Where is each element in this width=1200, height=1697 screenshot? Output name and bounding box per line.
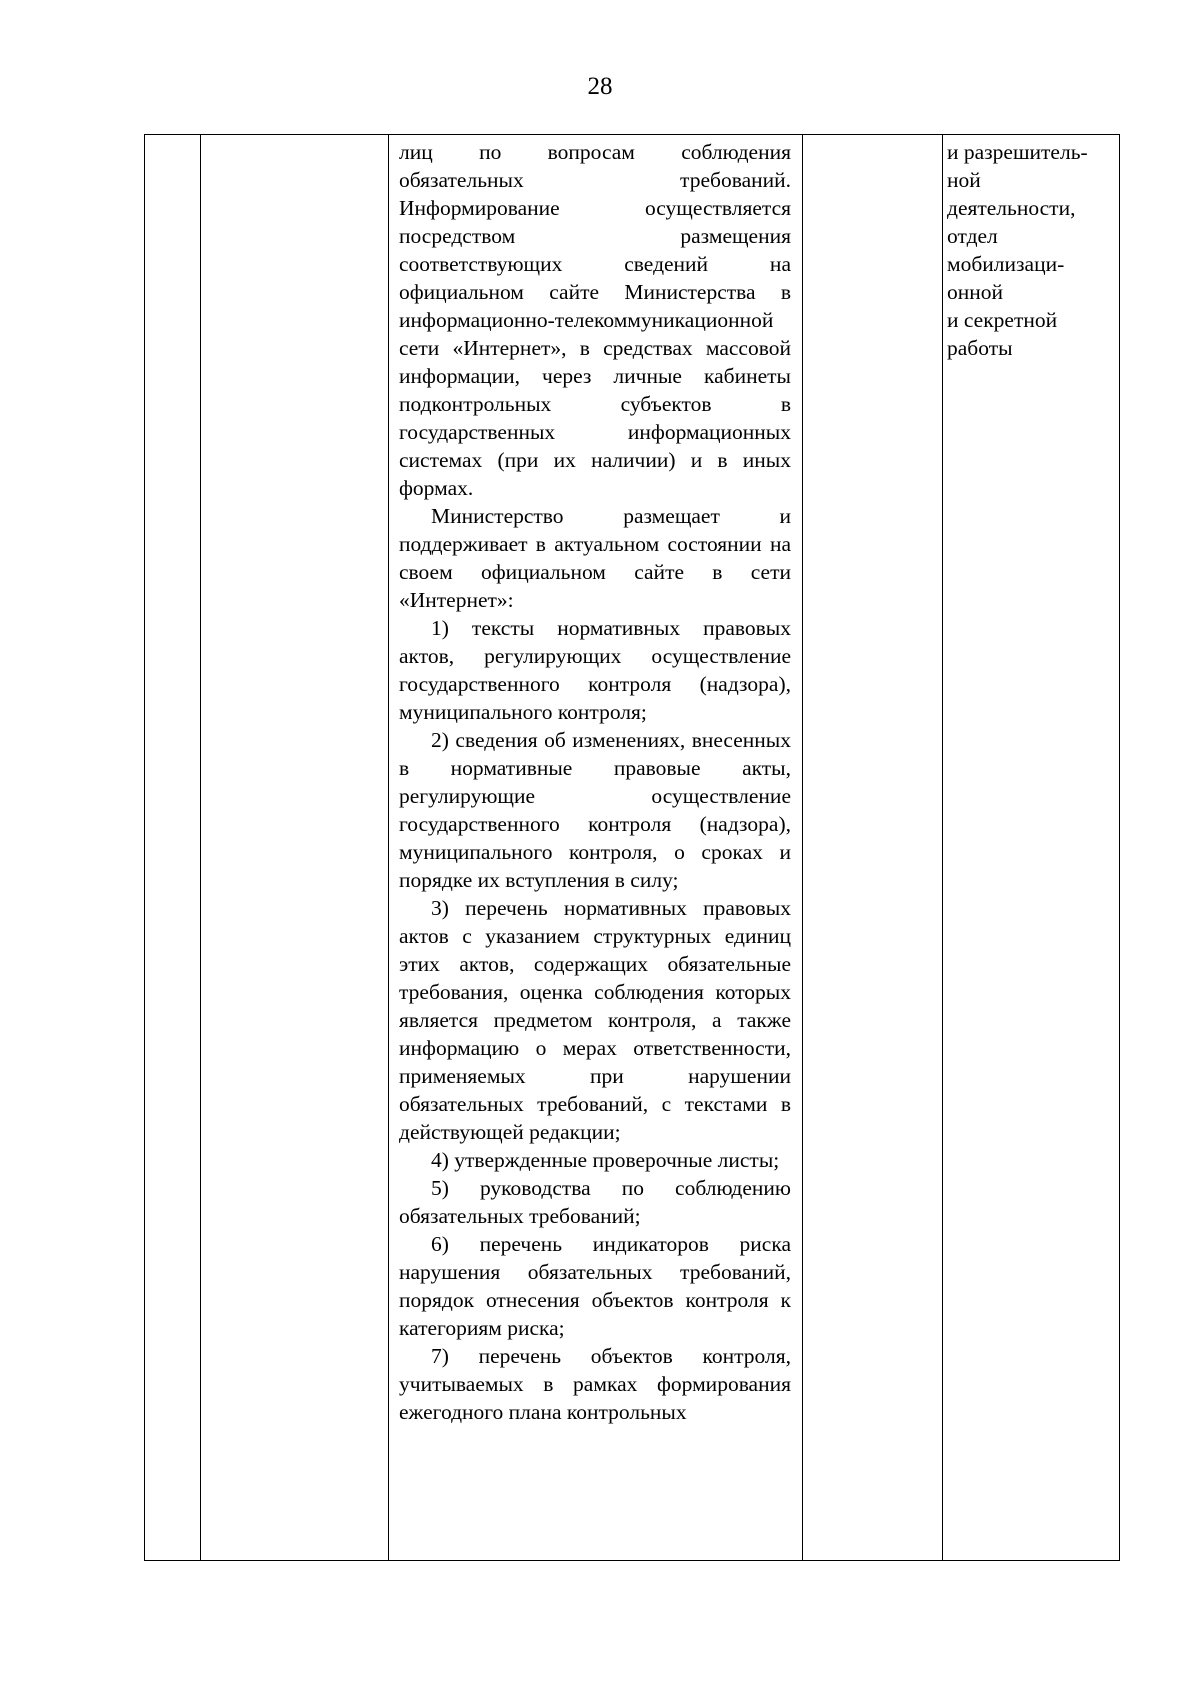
column-divider (802, 135, 803, 1560)
list-item: 7) перечень объектов контроля, учитываемых в рамках формирования ежегодного плана контрольных (399, 1344, 791, 1424)
list-item: 1) тексты нормативных правовых актов, регулирующих осуществление государственного контроля (надзора), муниципального контроля; (399, 616, 791, 724)
list-item: 5) руководства по соблюдению обязательных требований; (399, 1176, 791, 1228)
paragraph-continuation: лиц по вопросам соблюдения обязательных требований. Информирование осуществляется посредством размещения соответствующих сведений на официальном сайте Министерства в информационно-телекоммуникационной сети «Интернет», в средствах массовой информации, через личные кабинеты подконтрольных субъектов в государственных информационных системах (при их наличии) и в иных формах. (399, 140, 791, 500)
column-divider (942, 135, 943, 1560)
list-item: 6) перечень индикаторов риска нарушения обязательных требований, порядок отнесения объектов контроля к категориям риска; (399, 1232, 791, 1340)
list-item: 2) сведения об изменениях, внесенных в нормативные правовые акты, регулирующие осуществление государственного контроля (надзора), муниципального контроля, о сроках и порядке их вступления в силу; (399, 728, 791, 892)
column-divider (388, 135, 389, 1560)
document-table (144, 134, 1120, 1561)
responsible-unit-cell: и разрешитель- ной деятельности, отдел мобилизаци- онной и секретной работы (947, 140, 1088, 360)
list-item: 4) утвержденные проверочные листы; (431, 1148, 780, 1172)
column-divider (200, 135, 201, 1560)
paragraph: Министерство размещает и поддерживает в актуальном состоянии на своем официальном сайте в сети «Интернет»: (399, 504, 791, 612)
list-item: 3) перечень нормативных правовых актов с указанием структурных единиц этих актов, содержащих обязательные требования, оценка соблюдения которых является предметом контроля, а также информацию о мерах ответственности, применяемых при нарушении обязательных требований, с текстами в действующей редакции; (399, 896, 791, 1144)
main-text-cell (399, 138, 791, 1426)
page-number: 28 (587, 73, 613, 100)
